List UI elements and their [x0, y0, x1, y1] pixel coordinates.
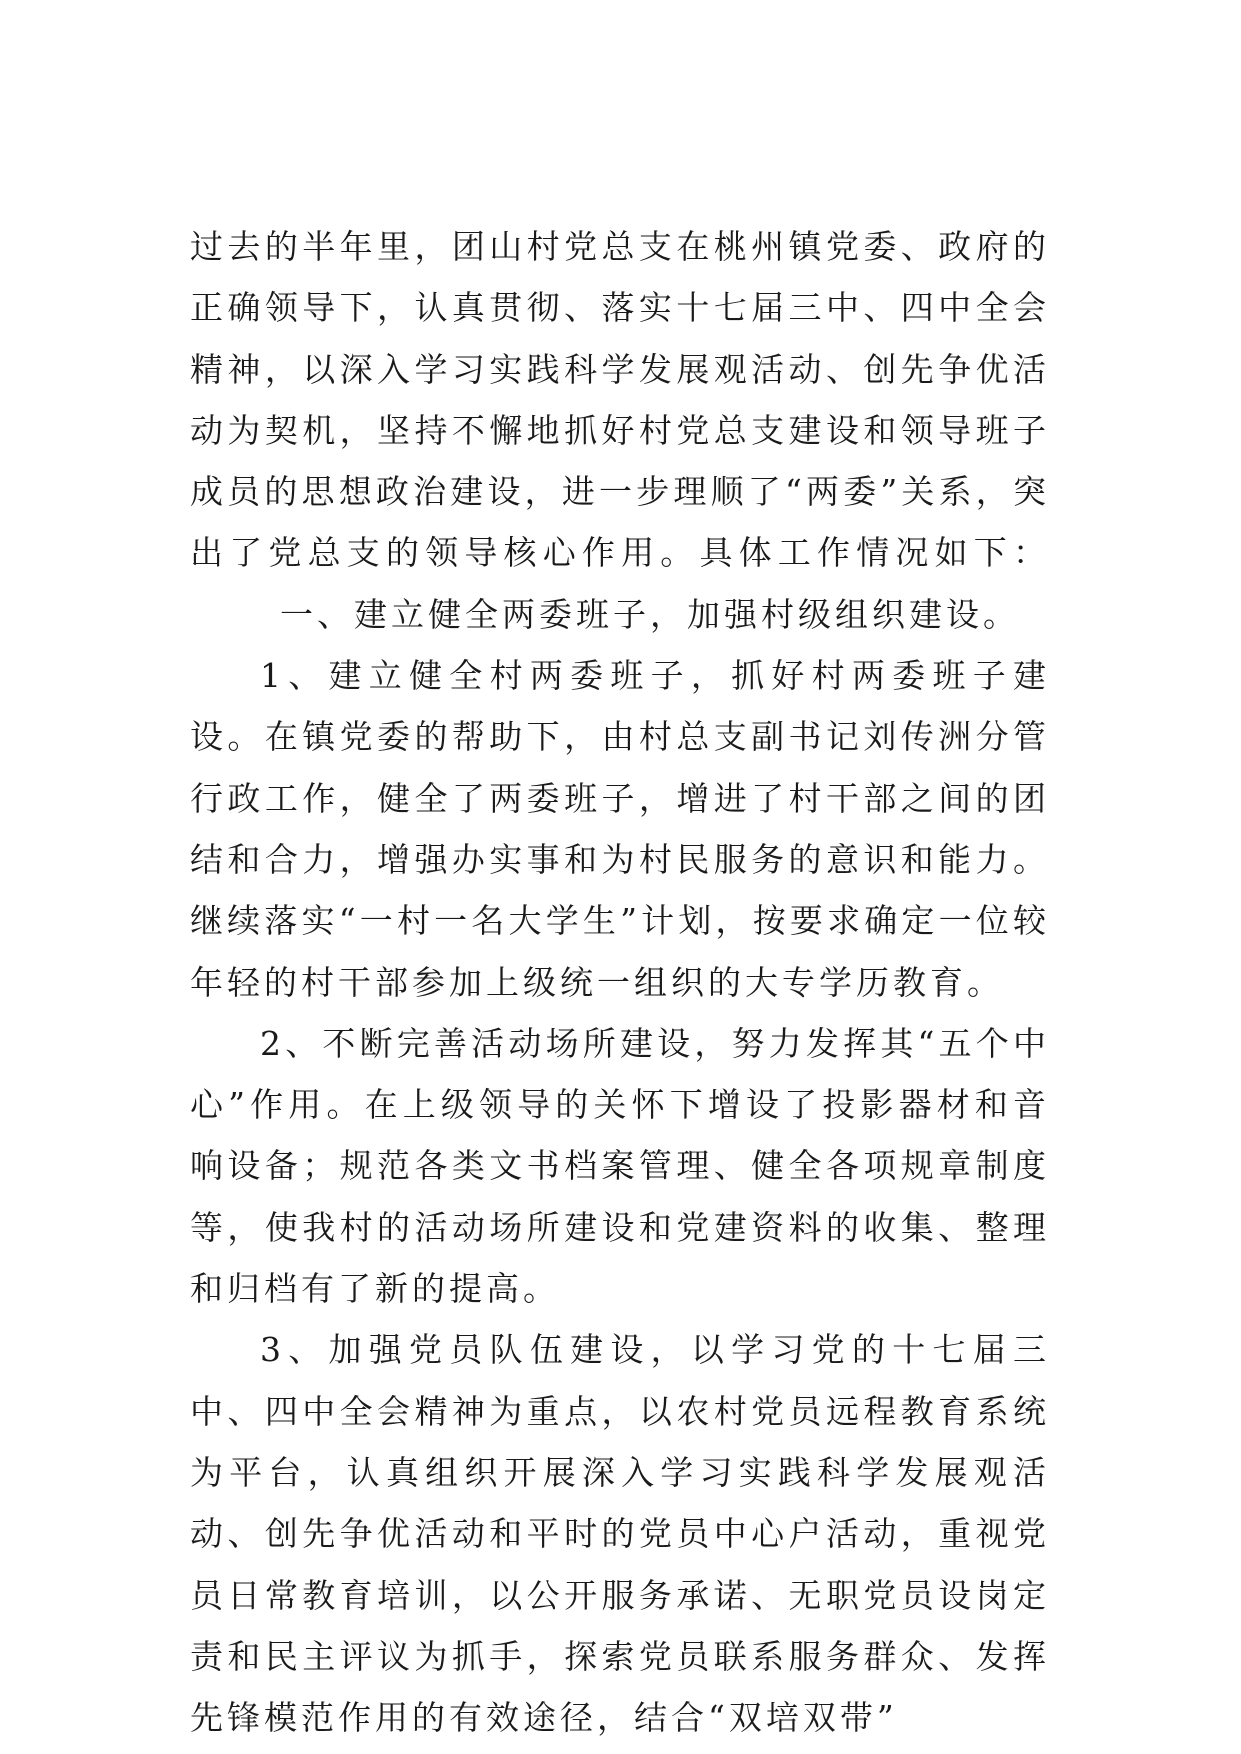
intro-paragraph: [190, 216, 1050, 645]
intro-text: 过去的半年里，团山村党总支在桃州镇党委、政府的正确领导下，认真贯彻、落实十七届三中、四中全会精神，以深入学习实践科学发展观活动、创先争优活动为契机，坚持不懈地抓好村党总支建设和领导班子成员的思想政治建设，进一步理顺了“两委”关系，突出了党总支的领导核心作用。具体工作情况如下：: [190, 227, 1050, 573]
section-heading: 一、建立健全两委班子，加强村级组织建设。: [280, 594, 1020, 634]
body-paragraph-3: 3、加强党员队伍建设，以学习党的十七届三中、四中全会精神为重点，以农村党员远程教育系统为平台，认真组织开展深入学习实践科学发展观活动、创先争优活动和平时的党员中心户活动，重视党员日常教育培训，以公开服务承诺、无职党员设岗定责和民主评议为抓手，探索党员联系服务群众、发挥先锋模范作用的有效途径，结合“双培双带”: [190, 1330, 1050, 1738]
body-paragraph-1: 1、建立健全村两委班子，抓好村两委班子建设。在镇党委的帮助下，由村总支副书记刘传洲分管行政工作，健全了两委班子，增进了村干部之间的团结和合力，增强办实事和为村民服务的意识和能力。继续落实“一村一名大学生”计划，按要求确定一位较年轻的村干部参加上级统一组织的大专学历教育。: [190, 656, 1050, 1002]
document-body: [190, 216, 1050, 1748]
body-paragraph-2: 2、不断完善活动场所建设，努力发挥其“五个中心”作用。在上级领导的关怀下增设了投影器材和音响设备；规范各类文书档案管理、健全各项规章制度等，使我村的活动场所建设和党建资料的收集、整理和归档有了新的提高。: [190, 1023, 1050, 1309]
